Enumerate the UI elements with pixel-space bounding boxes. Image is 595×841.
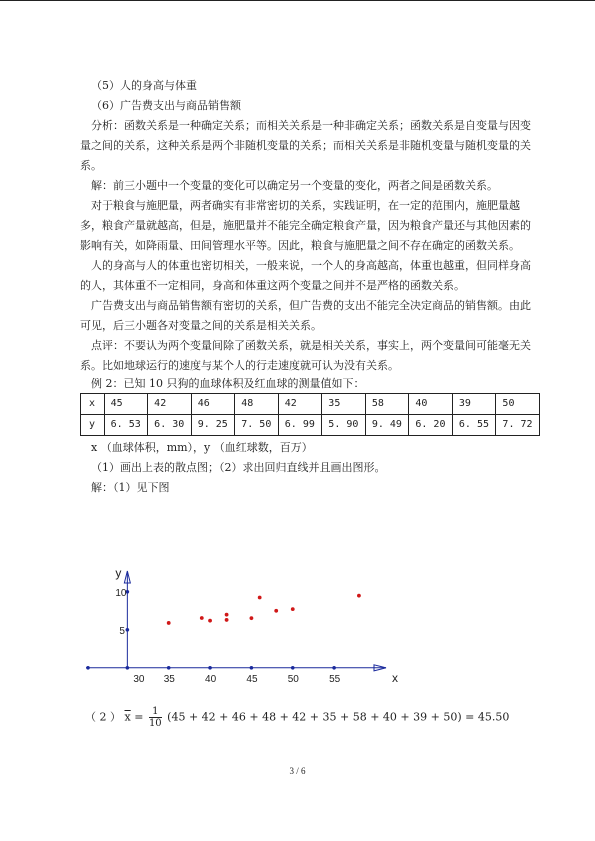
table-cell: 6. 20 (409, 415, 453, 436)
table-cell: 7. 50 (235, 415, 279, 436)
item-5: （5）人的身高与体重 (91, 79, 197, 92)
data-point (225, 618, 229, 622)
table-cell: 6. 53 (104, 415, 148, 436)
table-cell: 50 (496, 394, 540, 415)
formula-variable: $\overline{x}$ (124, 710, 131, 724)
table-cell: 9. 49 (365, 415, 409, 436)
x-tick-mark (332, 666, 336, 670)
table-cell: 9. 25 (191, 415, 235, 436)
height-weight-paragraph: 人的身高与人的体重也密切相关，一般来说，一个人的身高越高，体重也越重，但同样身高的人，其体重不一定相同，身高和体重这两个变量之间并不是严格的函数关系。 (80, 259, 531, 292)
document-body (80, 76, 540, 498)
table-label-y: y (81, 415, 105, 436)
table-cell: 39 (452, 394, 496, 415)
table-cell: 45 (104, 394, 148, 415)
table-cell: 6. 99 (278, 415, 322, 436)
x-tick-label: 30 (133, 673, 145, 685)
x-tick-mark (250, 666, 254, 670)
data-point (250, 616, 254, 620)
data-point (167, 621, 171, 625)
table-cell: 42 (148, 394, 192, 415)
formula-equals: = (134, 710, 144, 724)
table-label-x: x (81, 394, 105, 415)
measurement-table (80, 393, 540, 436)
table-cell: 35 (322, 394, 366, 415)
data-point (274, 609, 278, 613)
x-axis-label: x (392, 670, 398, 685)
data-point (200, 616, 204, 620)
y-tick-label: 10 (115, 587, 127, 599)
example-intro: 例 2：已知 10 只狗的血球体积及红血球的测量值如下： (91, 377, 365, 390)
comment-paragraph: 点评：不要认为两个变量间除了函数关系，就是相关关系，事实上，两个变量间可能毫无关系。比如地球运行的速度与某个人的行走速度就可认为没有关系。 (80, 339, 531, 372)
analysis-paragraph: 分析：函数关系是一种确定关系；而相关关系是一种非确定关系；函数关系是自变量与因变量之间的关系，这种关系是两个非随机变量的关系；而相关关系是非随机变量与随机变量的关系。 (80, 119, 531, 172)
solution-paragraph: 解：前三小题中一个变量的变化可以确定另一个变量的变化，两者之间是函数关系。 (91, 179, 498, 192)
fraction-numerator: 1 (149, 706, 162, 718)
formula-expression: (45 + 42 + 46 + 48 + 42 + 35 + 58 + 40 + 39 + 50) = 45.50 (167, 710, 510, 724)
answer-intro: 解：（1）见下图 (91, 481, 170, 494)
y-axis-label: y (115, 566, 122, 580)
fertilizer-paragraph: 对于粮食与施肥量，两者确实有非常密切的关系，实践证明，在一定的范围内，施肥量越多，粮食产量就越高，但是，施肥量并不能完全确定粮食产量，因为粮食产量还与其他因素的影响有关，如降雨量、田间管理水平等。因此，粮食与施肥量之间不存在确定的函数关系。 (80, 199, 531, 252)
data-point (258, 596, 262, 600)
table-cell: 40 (409, 394, 453, 415)
formula-prefix: （ 2 ） (85, 710, 121, 724)
axis-tick-dot (86, 666, 90, 670)
y-tick-label: 5 (119, 625, 125, 637)
data-point (291, 607, 295, 611)
table-cell: 48 (235, 394, 279, 415)
question-text: （1）画出上表的散点图；（2）求出回归直线并且画出图形。 (91, 461, 386, 474)
x-tick-mark (126, 666, 130, 670)
data-point (225, 613, 229, 617)
table-row-y (81, 415, 540, 436)
item-6: （6）广告费支出与商品销售额 (91, 99, 241, 112)
table-cell: 46 (191, 394, 235, 415)
header-rule (0, 0, 595, 1)
table-cell: 42 (278, 394, 322, 415)
data-point (208, 619, 212, 623)
table-cell: 7. 72 (496, 415, 540, 436)
x-tick-label: 40 (205, 673, 217, 685)
x-tick-mark (208, 666, 212, 670)
x-tick-mark (291, 666, 295, 670)
y-tick-mark (126, 628, 130, 632)
page-number: 3 / 6 (289, 766, 306, 776)
formula-fraction (149, 706, 162, 729)
units-note: x （血球体积，mm），y （血红球数，百万） (91, 441, 313, 454)
fraction-denominator: 10 (148, 718, 162, 729)
x-tick-mark (167, 666, 171, 670)
table-cell: 58 (365, 394, 409, 415)
data-point (357, 594, 361, 598)
scatter-plot-svg (80, 561, 400, 691)
table-row-x (81, 394, 540, 415)
x-tick-label: 35 (163, 673, 175, 685)
advertising-paragraph: 广告费支出与商品销售额有密切的关系，但广告费的支出不能完全决定商品的销售额。由此可见，后三小题各对变量之间的关系是相关关系。 (80, 299, 531, 332)
x-tick-label: 50 (287, 673, 299, 685)
scatter-plot (80, 561, 400, 691)
table-cell: 5. 90 (322, 415, 366, 436)
table-cell: 6. 55 (452, 415, 496, 436)
table-cell: 6. 30 (148, 415, 192, 436)
x-tick-label: 45 (246, 673, 258, 685)
mean-formula (85, 706, 509, 729)
x-tick-label: 55 (329, 673, 341, 685)
